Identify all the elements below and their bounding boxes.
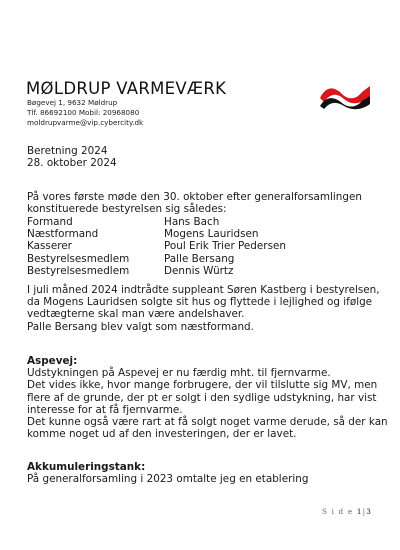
aspevej-heading: Aspevej: <box>27 355 78 367</box>
page-total: 3 <box>366 507 372 516</box>
board-member-name: Poul Erik Trier Pedersen <box>164 240 286 253</box>
page-separator: | <box>362 507 367 516</box>
update-line: da Mogens Lauridsen solgte sit hus og flyttede i lejlighed og ifølge <box>27 296 373 309</box>
intro-line: konstituerede bestyrelsen sig således: <box>27 203 227 216</box>
company-logo-icon <box>318 84 372 110</box>
phone-line: Tlf. 86692100 Mobil: 20968080 <box>27 108 140 117</box>
report-date: 28. oktober 2024 <box>27 157 117 170</box>
intro-line: På vores første møde den 30. oktober efter generalforsamlingen <box>27 191 362 203</box>
tank-heading: Akkumuleringstank: <box>27 461 146 473</box>
board-row <box>27 265 286 277</box>
contact-block <box>27 98 143 128</box>
board-list <box>27 216 286 277</box>
address-line: Bøgevej 1, 9632 Møldrup <box>27 98 118 107</box>
board-role: Bestyrelsesmedlem <box>27 264 130 277</box>
board-role: Bestyrelsesmedlem <box>27 252 130 265</box>
board-member-name: Dennis Würtz <box>164 264 234 277</box>
company-name: MØLDRUP VARMEVÆRK <box>26 79 227 98</box>
board-member-name: Hans Bach <box>164 216 220 228</box>
page-number: 1 <box>356 507 363 516</box>
report-title: Beretning 2024 <box>27 145 108 157</box>
page-label: S i d e <box>321 507 354 516</box>
update-paragraph <box>27 284 380 333</box>
board-role: Formand <box>27 216 73 228</box>
update-line: Palle Bersang blev valgt som næstformand. <box>27 320 254 333</box>
aspevej-section <box>27 355 388 441</box>
tank-section <box>27 461 377 485</box>
email-line: moldrupvarme@vip.cybercity.dk <box>27 118 144 127</box>
update-line: I juli måned 2024 indtrådte suppleant Søren Kastberg i bestyrelsen, <box>27 284 380 296</box>
board-member-name: Mogens Lauridsen <box>164 228 259 241</box>
aspevej-line: flere af de grunde, der pt er solgt i den sydlige udstykning, har vist <box>27 391 377 404</box>
board-row <box>27 228 286 240</box>
update-line: vedtægterne skal man være andelshaver. <box>27 308 245 321</box>
aspevej-line: Udstykningen på Aspevej er nu færdig mht. til fjernvarme. <box>27 367 331 380</box>
board-row <box>27 253 286 265</box>
aspevej-line: komme noget ud af den investeringen, der er lavet. <box>27 428 297 441</box>
aspevej-line: interesse for at få fjernvarme. <box>27 403 183 416</box>
aspevej-line: Det kunne også være rart at få solgt noget varme derude, så der kan <box>27 416 388 429</box>
board-row <box>27 216 286 228</box>
report-heading-block <box>27 145 377 169</box>
board-role: Kasserer <box>27 240 72 253</box>
tank-line: På generalforsamling i 2023 omtalte jeg en etablering <box>27 473 309 486</box>
board-row <box>27 240 286 252</box>
page-footer <box>322 507 372 516</box>
board-role: Næstformand <box>27 228 99 241</box>
board-member-name: Palle Bersang <box>164 252 235 265</box>
aspevej-line: Det vides ikke, hvor mange forbrugere, der vil tilslutte sig MV, men <box>27 379 378 392</box>
intro-paragraph <box>27 191 377 215</box>
